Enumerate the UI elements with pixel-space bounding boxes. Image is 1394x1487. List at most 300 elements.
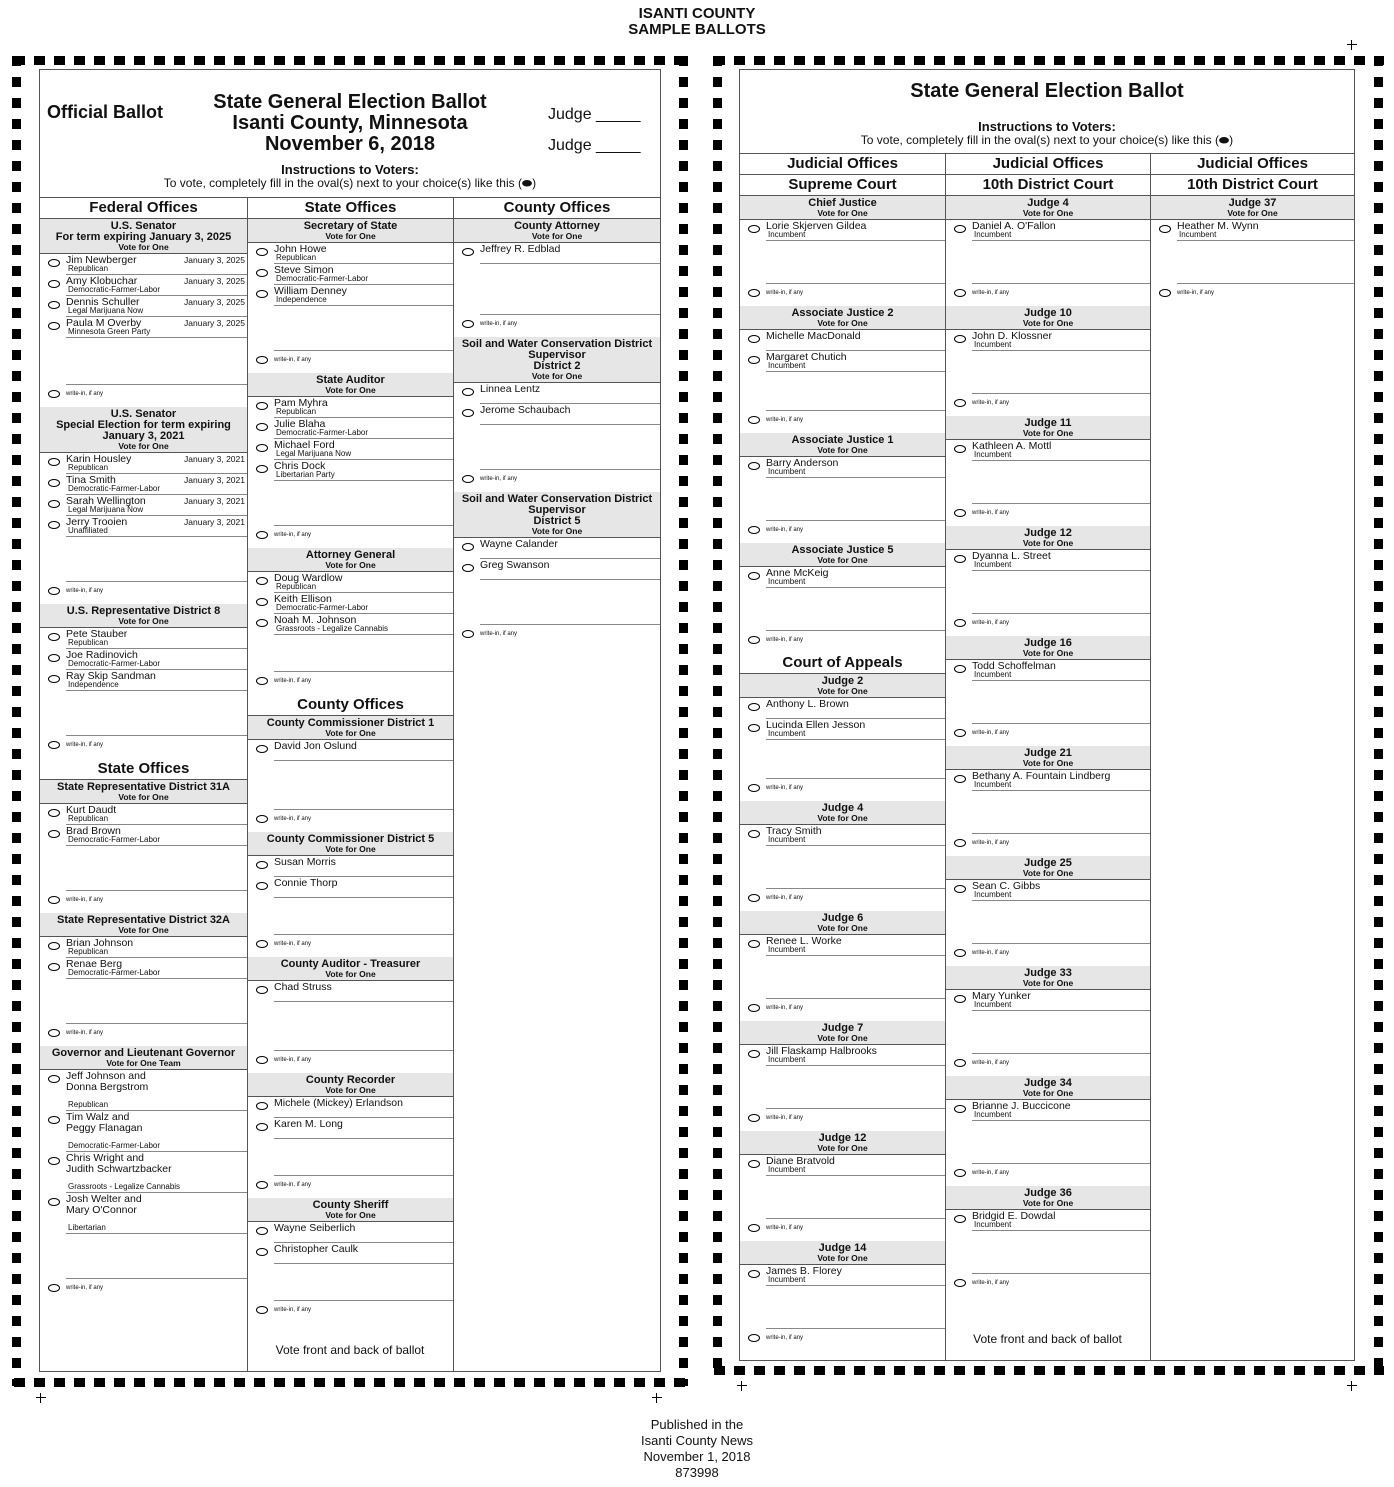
ballot-oval[interactable] [748, 784, 760, 792]
write-in-option[interactable] [66, 1023, 247, 1046]
contest-title [248, 219, 453, 243]
vote-for-label: Vote for One [325, 231, 376, 241]
ballot-oval[interactable] [954, 1105, 966, 1113]
candidate-option[interactable] [274, 981, 453, 1002]
candidate-option[interactable] [480, 243, 660, 264]
ballot-oval[interactable] [954, 885, 966, 893]
ballot-oval[interactable] [748, 1050, 760, 1058]
ballot-oval[interactable] [256, 1181, 268, 1189]
candidate-option[interactable] [480, 538, 660, 559]
ballot-oval[interactable] [48, 963, 60, 971]
ballot-oval[interactable] [256, 423, 268, 431]
ballot-oval[interactable] [48, 280, 60, 288]
write-in-option[interactable] [972, 283, 1150, 306]
candidate-option[interactable] [274, 593, 453, 614]
ballot-oval[interactable] [48, 633, 60, 641]
candidate-option[interactable] [480, 383, 660, 404]
contest-title-line: Associate Justice 5 [791, 544, 894, 556]
candidate-option[interactable] [766, 935, 945, 956]
write-in-option[interactable] [274, 350, 453, 373]
ballot-oval[interactable] [48, 479, 60, 487]
ballot-oval[interactable] [954, 399, 966, 407]
ballot-oval[interactable] [462, 564, 474, 572]
candidate-option[interactable] [766, 1045, 945, 1066]
candidate-option[interactable] [274, 397, 453, 418]
ballot-oval[interactable] [256, 598, 268, 606]
write-in-option[interactable] [766, 283, 945, 306]
candidate-option[interactable] [766, 457, 945, 478]
ballot-oval[interactable] [748, 636, 760, 644]
ballot-oval[interactable] [748, 289, 760, 297]
write-in-option[interactable] [274, 1300, 453, 1323]
ballot-oval[interactable] [256, 577, 268, 585]
contest-title-line: District 5 [533, 515, 581, 527]
candidate-party: Republican [68, 638, 109, 647]
official-ballot-label: Official Ballot [47, 102, 164, 122]
contest-title-line: U.S. Senator [110, 220, 177, 232]
timing-marks-right [679, 56, 688, 1386]
write-in-option[interactable] [66, 581, 247, 604]
write-in-space [946, 351, 1150, 393]
candidate-option[interactable] [766, 351, 945, 372]
candidate-option[interactable] [274, 614, 453, 635]
ballot-oval[interactable] [954, 445, 966, 453]
ballot-oval[interactable] [48, 1157, 60, 1165]
write-in-option[interactable] [972, 1273, 1150, 1296]
candidate-option[interactable] [274, 572, 453, 593]
ballot-oval[interactable] [954, 335, 966, 343]
ballot-oval[interactable] [48, 1198, 60, 1206]
vote-for-label: Vote for One [817, 1143, 868, 1153]
candidate-option[interactable] [766, 220, 945, 241]
ballot-oval[interactable] [748, 1270, 760, 1278]
candidate-option[interactable] [274, 1097, 453, 1118]
candidate-name: Todd Schoffelman [972, 660, 1056, 672]
candidate-party: Democratic-Farmer-Labor [68, 1141, 161, 1150]
write-in-option[interactable] [480, 624, 660, 647]
candidate-option[interactable] [66, 958, 247, 979]
write-in-space [248, 1264, 453, 1300]
candidate-option[interactable] [972, 770, 1150, 791]
write-in-option[interactable] [972, 1053, 1150, 1076]
ballot-header [40, 70, 660, 198]
candidate-name: Wayne Seiberlich [274, 1222, 356, 1234]
contest-title-line: Judge 14 [818, 1242, 867, 1254]
candidate-name: Paula M Overby [66, 317, 142, 329]
section-heading: Judicial Offices [946, 153, 1150, 175]
candidate-option[interactable] [766, 330, 945, 351]
ballot-oval[interactable] [256, 986, 268, 994]
ballot-oval[interactable] [954, 665, 966, 673]
ballot-oval[interactable] [748, 526, 760, 534]
candidate-option[interactable] [66, 296, 247, 317]
ballot-oval[interactable] [748, 1334, 760, 1342]
contest-title-line: Judge 7 [821, 1022, 864, 1034]
write-in-option[interactable] [274, 525, 453, 548]
candidate-name: Susan Morris [274, 856, 336, 868]
candidate-option[interactable] [972, 660, 1150, 681]
write-in-option[interactable] [972, 503, 1150, 526]
contest-title [40, 219, 247, 254]
ballot-oval[interactable] [748, 416, 760, 424]
ballot-oval[interactable] [462, 543, 474, 551]
contest-title [740, 306, 945, 330]
candidate-option[interactable] [766, 719, 945, 740]
write-in-space [946, 791, 1150, 833]
candidate-option[interactable] [66, 254, 247, 275]
candidate-name: Amy Klobuchar [66, 275, 138, 287]
candidate-option[interactable] [274, 243, 453, 264]
candidate-option[interactable] [972, 330, 1150, 351]
write-in-option[interactable] [972, 833, 1150, 856]
contest-title [740, 1241, 945, 1265]
ballot-oval[interactable] [256, 465, 268, 473]
incumbent-label: Incumbent [768, 835, 806, 844]
incumbent-label: Incumbent [768, 945, 806, 954]
ballot-oval[interactable] [256, 531, 268, 539]
ballot-oval[interactable] [256, 940, 268, 948]
write-in-space [248, 306, 453, 350]
candidate-option[interactable] [66, 825, 247, 846]
candidate-party: Republican [68, 1100, 109, 1109]
candidate-option[interactable] [972, 1100, 1150, 1121]
ballot-oval[interactable] [954, 509, 966, 517]
candidate-option[interactable] [766, 567, 945, 588]
write-in-option[interactable] [972, 943, 1150, 966]
ballot-oval[interactable] [748, 225, 760, 233]
candidate-option[interactable] [66, 275, 247, 296]
candidate-party: Democratic-Farmer-Labor [276, 274, 369, 283]
candidate-option[interactable] [66, 1111, 247, 1152]
candidate-option[interactable] [274, 1243, 453, 1264]
ballot-oval[interactable] [256, 1248, 268, 1256]
write-in-label: write-in, if any [766, 895, 804, 901]
write-in-label: write-in, if any [972, 730, 1010, 736]
contest-title-line: District 2 [533, 360, 581, 372]
ballot-oval[interactable] [954, 1059, 966, 1067]
ballot-oval[interactable] [256, 815, 268, 823]
candidate-option[interactable] [480, 404, 660, 425]
ballot-oval[interactable] [48, 1029, 60, 1037]
ballot-oval[interactable] [748, 1224, 760, 1232]
ballot-oval[interactable] [48, 322, 60, 330]
contest-title [740, 801, 945, 825]
ballot-oval[interactable] [954, 225, 966, 233]
ballot-oval[interactable] [48, 521, 60, 529]
vote-for-label: Vote for One [325, 844, 376, 854]
ballot-oval[interactable] [256, 290, 268, 298]
term-expiration: January 3, 2021 [184, 454, 245, 464]
instructions-title: Instructions to Voters: [281, 162, 419, 177]
ballot-oval[interactable] [256, 1227, 268, 1235]
ballot-oval[interactable] [256, 619, 268, 627]
candidate-option[interactable] [66, 516, 247, 537]
vote-for-label: Vote for One [817, 923, 868, 933]
write-in-option[interactable] [66, 1278, 247, 1301]
ballot-oval[interactable] [256, 1056, 268, 1064]
write-in-label: write-in, if any [972, 1280, 1010, 1286]
candidate-option[interactable] [766, 1155, 945, 1176]
candidate-option[interactable] [972, 880, 1150, 901]
contest-title [248, 716, 453, 740]
write-in-option[interactable] [766, 520, 945, 543]
candidate-option[interactable] [66, 670, 247, 691]
ballot-oval[interactable] [954, 555, 966, 563]
judge-initials-2[interactable]: Judge _____ [548, 137, 641, 154]
ballot-oval[interactable] [1159, 225, 1171, 233]
ballot-oval[interactable] [748, 894, 760, 902]
ballot-oval[interactable] [256, 1102, 268, 1110]
ballot-oval[interactable] [462, 320, 474, 328]
write-in-option[interactable] [480, 314, 660, 337]
candidate-name: David Jon Oslund [274, 740, 357, 752]
ballot-back [739, 69, 1355, 1361]
candidate-name: Noah M. Johnson [274, 614, 357, 626]
ballot-oval[interactable] [954, 1169, 966, 1177]
write-in-option[interactable] [766, 1328, 945, 1351]
ballot-oval[interactable] [748, 1114, 760, 1122]
write-in-space [946, 461, 1150, 503]
candidate-option[interactable] [766, 1265, 945, 1286]
ballot-oval[interactable] [48, 741, 60, 749]
ballot-oval[interactable] [256, 861, 268, 869]
ballot-oval[interactable] [748, 1160, 760, 1168]
ballot-oval[interactable] [748, 356, 760, 364]
contest-title [248, 1073, 453, 1097]
ballot-oval[interactable] [748, 724, 760, 732]
write-in-option[interactable] [66, 735, 247, 758]
contest-title-line: Judge 33 [1024, 967, 1072, 979]
candidate-option[interactable] [66, 317, 247, 338]
ballot-oval[interactable] [954, 1215, 966, 1223]
candidate-option[interactable] [480, 559, 660, 580]
ballot-oval[interactable] [256, 248, 268, 256]
contest-title [1151, 196, 1354, 220]
candidate-option[interactable] [274, 418, 453, 439]
vote-for-label: Vote for One [325, 728, 376, 738]
ballot-oval[interactable] [256, 1306, 268, 1314]
write-in-label: write-in, if any [766, 1005, 804, 1011]
write-in-label: write-in, if any [66, 1030, 104, 1036]
write-in-option[interactable] [480, 469, 660, 492]
candidate-name: Chad Struss [274, 981, 332, 993]
candidate-option[interactable] [66, 1193, 247, 1234]
ballot-oval[interactable] [954, 619, 966, 627]
candidate-option[interactable] [66, 453, 247, 474]
candidate-option[interactable] [972, 990, 1150, 1011]
vote-for-label: Vote for One [817, 686, 868, 696]
write-in-label: write-in, if any [766, 290, 804, 296]
ballot-oval[interactable] [48, 654, 60, 662]
candidate-option[interactable] [274, 285, 453, 306]
vote-for-label: Vote for One [118, 242, 169, 252]
write-in-option[interactable] [766, 1108, 945, 1131]
ballot-oval[interactable] [256, 269, 268, 277]
contest-title [946, 526, 1150, 550]
contest-title-line: Judge 4 [1027, 197, 1069, 209]
ballot-oval[interactable] [48, 896, 60, 904]
candidate-option[interactable] [66, 649, 247, 670]
ballot-title: State General Election Ballot Isanti County, Minnesota November 6, 2018 [213, 91, 487, 155]
ballot-oval[interactable] [48, 675, 60, 683]
write-in-option[interactable] [972, 1163, 1150, 1186]
write-in-option[interactable] [274, 1175, 453, 1198]
write-in-option[interactable] [972, 393, 1150, 416]
ballot-oval[interactable] [462, 248, 474, 256]
candidate-option[interactable] [66, 474, 247, 495]
ballot-oval[interactable] [48, 458, 60, 466]
write-in-option[interactable] [766, 1218, 945, 1241]
write-in-option[interactable] [766, 888, 945, 911]
vote-for-label: Vote for One [325, 1210, 376, 1220]
ballot-oval[interactable] [954, 775, 966, 783]
incumbent-label: Incumbent [974, 890, 1012, 899]
ballot-oval[interactable] [748, 462, 760, 470]
ballot-oval[interactable] [954, 839, 966, 847]
contest-title-line: Judge 16 [1024, 637, 1072, 649]
ballot-oval[interactable] [256, 444, 268, 452]
write-in-option[interactable] [274, 934, 453, 957]
write-in-space [40, 338, 247, 384]
ballot-oval[interactable] [954, 289, 966, 297]
candidate-option[interactable] [972, 440, 1150, 461]
candidate-option[interactable] [66, 495, 247, 516]
ballot-oval[interactable] [48, 1116, 60, 1124]
candidate-option[interactable] [66, 804, 247, 825]
write-in-option[interactable] [766, 778, 945, 801]
ballot-oval[interactable] [48, 830, 60, 838]
ballot-oval[interactable] [462, 388, 474, 396]
ballot-oval[interactable] [954, 729, 966, 737]
candidate-name: Ray Skip Sandman [66, 670, 156, 682]
contest-title-line: Judge 37 [1228, 197, 1277, 209]
candidate-party: Democratic-Farmer-Labor [68, 285, 161, 294]
ballot-oval[interactable] [748, 703, 760, 711]
candidate-option[interactable] [274, 460, 453, 481]
write-in-option[interactable] [766, 410, 945, 433]
write-in-option[interactable] [766, 630, 945, 653]
candidate-name: James B. Florey [766, 1265, 842, 1277]
ballot-oval[interactable] [748, 1004, 760, 1012]
ballot-oval[interactable] [48, 1075, 60, 1083]
candidate-option[interactable] [972, 550, 1150, 571]
candidate-option[interactable] [66, 1152, 247, 1193]
ballot-oval[interactable] [748, 335, 760, 343]
contest-title-line: Supervisor [528, 349, 586, 361]
ballot-oval[interactable] [1159, 289, 1171, 297]
candidate-name: Jim Newberger [66, 254, 137, 266]
write-in-label: write-in, if any [766, 637, 804, 643]
candidate-party: Libertarian [68, 1223, 106, 1232]
ballot-oval[interactable] [48, 259, 60, 267]
ballot-oval[interactable] [48, 500, 60, 508]
candidate-option[interactable] [274, 740, 453, 761]
write-in-label: write-in, if any [1177, 290, 1215, 296]
candidate-option[interactable] [766, 825, 945, 846]
ballot-front [39, 69, 661, 1372]
ballot-oval[interactable] [256, 745, 268, 753]
candidate-option[interactable] [274, 264, 453, 285]
contest-title-line: Judge 2 [821, 675, 864, 687]
write-in-option[interactable] [972, 613, 1150, 636]
write-in-option[interactable] [274, 671, 453, 694]
candidate-option[interactable] [66, 628, 247, 649]
write-in-option[interactable] [766, 998, 945, 1021]
page-title: ISANTI COUNTY SAMPLE BALLOTS [628, 5, 766, 38]
write-in-label: write-in, if any [972, 1060, 1010, 1066]
contest-title-line: County Attorney [514, 220, 600, 232]
write-in-space [740, 846, 945, 888]
ballot-oval[interactable] [48, 1284, 60, 1292]
ballot-oval[interactable] [256, 677, 268, 685]
ballot-oval[interactable] [462, 475, 474, 483]
candidate-option[interactable] [972, 220, 1150, 241]
ballot-oval[interactable] [256, 1123, 268, 1131]
ballot-oval[interactable] [954, 995, 966, 1003]
candidate-option[interactable] [66, 1070, 247, 1111]
judge-initials-1[interactable]: Judge _____ [548, 106, 641, 123]
write-in-option[interactable] [274, 1050, 453, 1073]
contest-title-line: Judge 34 [1024, 1077, 1072, 1089]
ballot-oval[interactable] [48, 809, 60, 817]
ballot-oval[interactable] [954, 949, 966, 957]
ballot-oval[interactable] [462, 409, 474, 417]
candidate-option[interactable] [274, 1118, 453, 1139]
ballot-oval[interactable] [748, 572, 760, 580]
candidate-option[interactable] [274, 856, 453, 877]
ballot-oval[interactable] [48, 942, 60, 950]
ballot-oval[interactable] [48, 301, 60, 309]
write-in-option[interactable] [66, 384, 247, 407]
ballot-oval[interactable] [462, 630, 474, 638]
vote-for-label: Vote for One [817, 1033, 868, 1043]
ballot-oval[interactable] [48, 390, 60, 398]
write-in-option[interactable] [1177, 283, 1354, 306]
ballot-oval[interactable] [48, 587, 60, 595]
candidate-option[interactable] [274, 877, 453, 898]
write-in-option[interactable] [972, 723, 1150, 746]
vote-for-label: Vote for One [1022, 428, 1074, 438]
ballot-oval[interactable] [954, 1279, 966, 1287]
write-in-option[interactable] [274, 809, 453, 832]
candidate-option[interactable] [766, 698, 945, 719]
vote-for-label: Vote for One [325, 969, 376, 979]
write-in-option[interactable] [66, 890, 247, 913]
candidate-option[interactable] [1177, 220, 1354, 241]
vote-for-label: Vote for One [817, 208, 868, 218]
ballot-oval[interactable] [748, 940, 760, 948]
timing-marks-left-2 [713, 56, 722, 1374]
candidate-party: Republican [276, 253, 317, 262]
ballot-oval[interactable] [256, 882, 268, 890]
incumbent-label: Incumbent [1179, 230, 1217, 239]
write-in-space [248, 761, 453, 809]
candidate-name: Jeff Johnson and Donna Bergstrom [66, 1070, 149, 1093]
candidate-option[interactable] [274, 1222, 453, 1243]
candidate-option[interactable] [66, 937, 247, 958]
ballot-oval[interactable] [748, 830, 760, 838]
write-in-space [740, 372, 945, 410]
candidate-option[interactable] [274, 439, 453, 460]
candidate-option[interactable] [972, 1210, 1150, 1231]
write-in-space [946, 901, 1150, 943]
vote-for-label: Vote for One [1022, 648, 1074, 658]
ballot-oval[interactable] [256, 356, 268, 364]
incumbent-label: Incumbent [974, 230, 1012, 239]
ballot-oval[interactable] [256, 402, 268, 410]
write-in-space [946, 1231, 1150, 1273]
write-in-label: write-in, if any [972, 400, 1010, 406]
